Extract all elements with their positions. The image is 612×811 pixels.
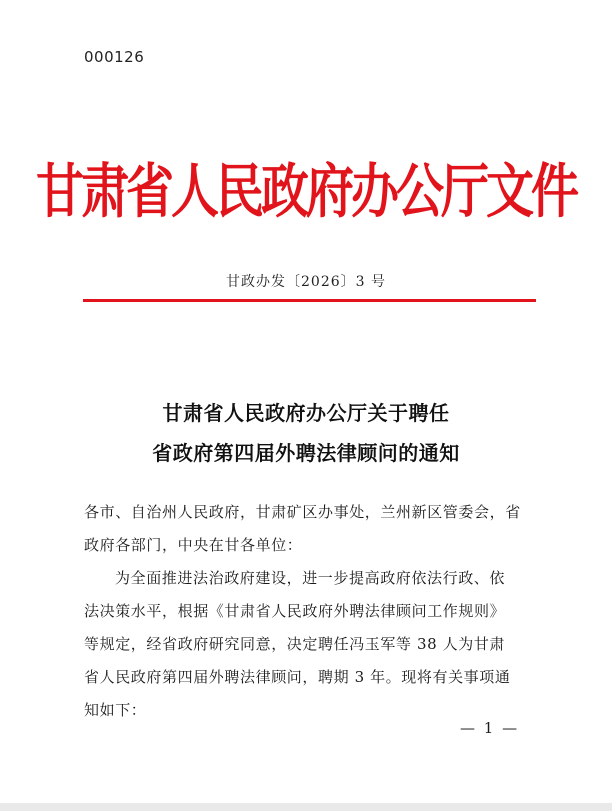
notice-title-line-2: 省政府第四届外聘法律顾问的通知 [152,441,460,465]
page-number: — 1 — [460,719,520,737]
body-text-line: 政府各部门，中央在甘各单位： [84,536,303,554]
body-text-line: 等规定，经省政府研究同意，决定聘任冯玉军等 38 人为甘肃 [84,635,506,653]
body-text-line: 为全面推进法治政府建设，进一步提高政府依法行政、依 [115,569,506,587]
notice-title-line-1: 甘肃省人民政府办公厅关于聘任 [162,401,450,425]
body-text-line: 知如下： [84,701,147,719]
issue-number: 甘政办发〔2026〕3 号 [226,274,386,290]
red-separator-line [83,299,536,302]
body-text-line: 各市、自治州人民政府，甘肃矿区办事处，兰州新区管委会，省 [84,503,521,521]
document-header-title: 甘肃省人民政府办公厅文件 [35,157,576,227]
page-bottom-edge [0,803,612,811]
document-serial-number: 000126 [84,48,145,66]
body-text-line: 省人民政府第四届外聘法律顾问，聘期 3 年。现将有关事项通 [84,668,511,686]
body-text-line: 法决策水平，根据《甘肃省人民政府外聘法律顾问工作规则》 [84,602,506,620]
